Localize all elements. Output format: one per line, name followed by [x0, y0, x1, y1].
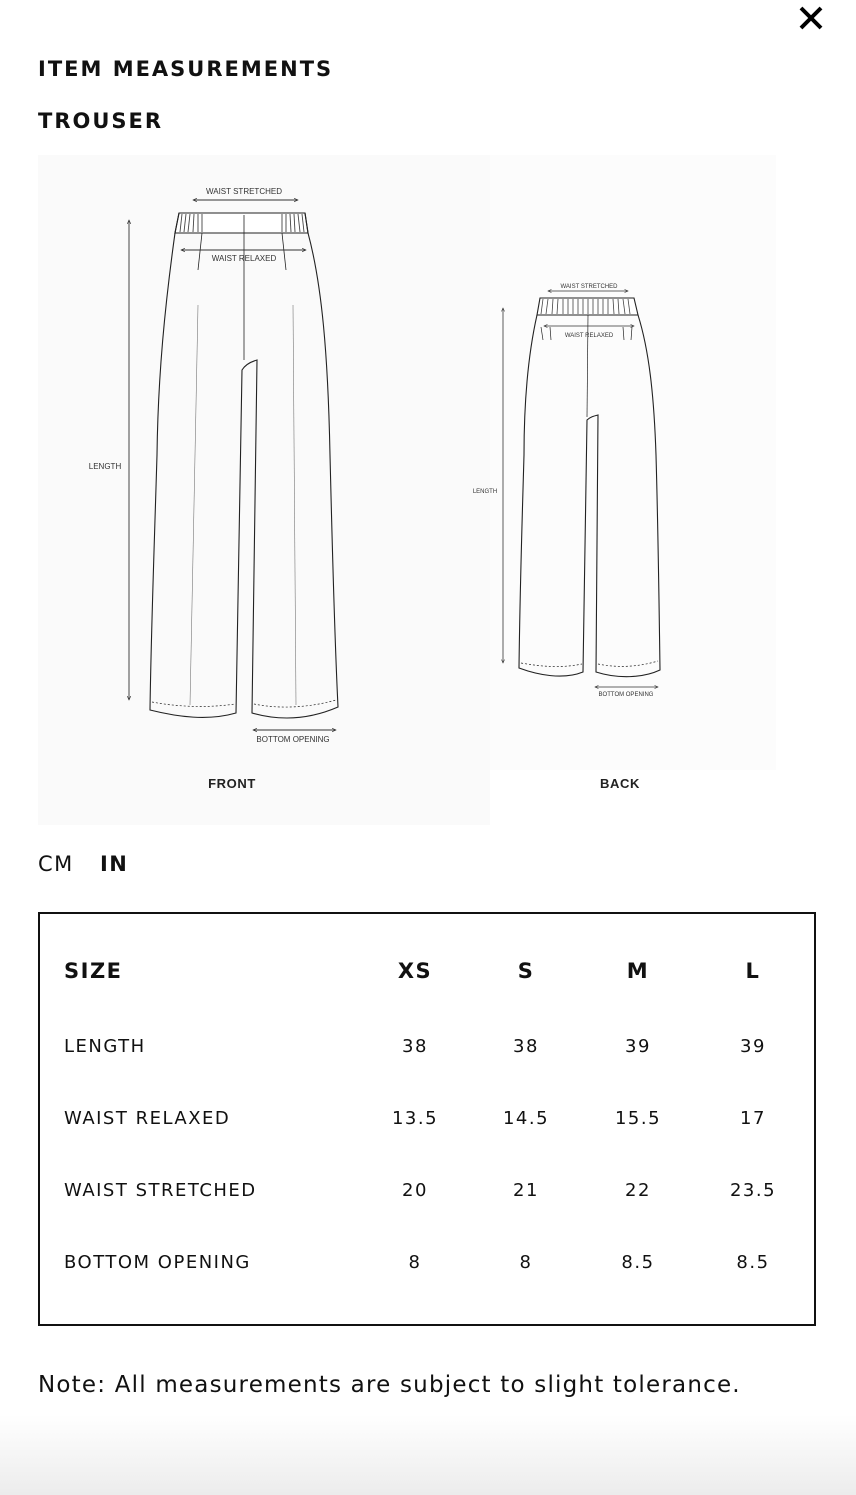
trouser-measurement-diagram: [38, 155, 776, 825]
table-cell: 21: [513, 1180, 539, 1201]
table-cell: 22: [625, 1180, 651, 1201]
back-waist-stretched-label: WAIST STRETCHED: [560, 284, 618, 290]
back-bottom-opening-label: BOTTOM OPENING: [598, 692, 654, 698]
table-cell: 8: [408, 1252, 422, 1273]
close-icon: [798, 5, 824, 31]
back-length-label: LENGTH: [472, 489, 498, 495]
front-length-label: LENGTH: [88, 462, 122, 471]
product-type-heading: TROUSER: [38, 109, 164, 133]
row-label-waist-stretched: WAIST STRETCHED: [64, 1180, 257, 1201]
back-view-label: BACK: [600, 776, 640, 791]
size-table: [38, 912, 816, 1326]
tolerance-note: Note: All measurements are subject to slight tolerance.: [38, 1372, 741, 1398]
unit-in-button[interactable]: IN: [99, 852, 129, 876]
table-cell: 39: [625, 1036, 651, 1057]
back-waist-relaxed-label: WAIST RELAXED: [564, 333, 614, 339]
front-bottom-opening-label: BOTTOM OPENING: [256, 735, 330, 744]
row-label-waist-relaxed: WAIST RELAXED: [64, 1108, 231, 1129]
front-waist-relaxed-label: WAIST RELAXED: [211, 254, 277, 263]
table-cell: 13.5: [391, 1108, 439, 1129]
table-cell: 8.5: [621, 1252, 655, 1273]
row-label-length: LENGTH: [64, 1036, 146, 1057]
bottom-fade: [0, 1415, 856, 1495]
table-cell: 14.5: [502, 1108, 550, 1129]
modal-title: ITEM MEASUREMENTS: [38, 57, 334, 81]
size-column-header: SIZE: [64, 959, 123, 983]
unit-toggle: [38, 852, 128, 876]
size-header-s: S: [517, 959, 535, 983]
table-cell: 8.5: [736, 1252, 770, 1273]
front-view-label: FRONT: [208, 776, 256, 791]
table-cell: 38: [402, 1036, 428, 1057]
table-cell: 8: [519, 1252, 533, 1273]
size-header-l: L: [745, 959, 761, 983]
table-cell: 38: [513, 1036, 539, 1057]
table-cell: 17: [740, 1108, 766, 1129]
table-cell: 23.5: [729, 1180, 777, 1201]
table-cell: 15.5: [614, 1108, 662, 1129]
table-cell: 20: [402, 1180, 428, 1201]
close-button[interactable]: [793, 2, 829, 34]
size-header-m: M: [626, 959, 650, 983]
unit-cm-button[interactable]: CM: [38, 852, 74, 876]
front-waist-stretched-label: WAIST STRETCHED: [205, 187, 283, 196]
size-header-xs: XS: [397, 959, 433, 983]
table-cell: 39: [740, 1036, 766, 1057]
row-label-bottom-opening: BOTTOM OPENING: [64, 1252, 251, 1273]
